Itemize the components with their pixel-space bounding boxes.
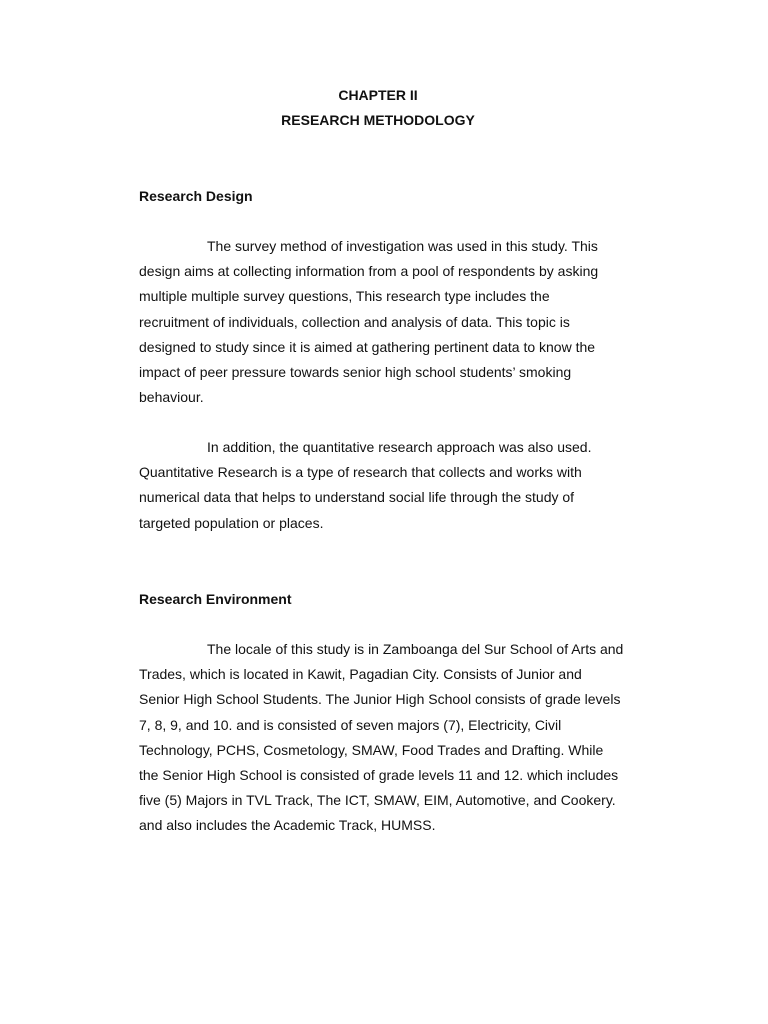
paragraph-line: impact of peer pressure towards senior high school students’ smoking (139, 364, 572, 381)
paragraph-line: Quantitative Research is a type of research that collects and works with (139, 464, 582, 481)
paragraph-research-environment-locale (139, 637, 679, 839)
paragraph-line: and also includes the Academic Track, HUMSS. (139, 817, 436, 834)
paragraph-line: designed to study since it is aimed at gathering pertinent data to know the (139, 338, 596, 355)
paragraph-line: In addition, the quantitative research approach was also used. (207, 439, 592, 455)
paragraph-line: recruitment of individuals, collection and analysis of data. This topic is (139, 313, 570, 330)
paragraph-research-design-quantitative (139, 435, 679, 536)
chapter-title: RESEARCH METHODOLOGY (281, 112, 475, 128)
paragraph-line: The locale of this study is in Zamboanga del Sur School of Arts and (207, 641, 624, 657)
paragraph-line: multiple multiple survey questions, This research type includes the (139, 288, 550, 305)
paragraph-research-design-survey (139, 234, 679, 410)
paragraph-line: 7, 8, 9, and 10. and is consisted of seven majors (7), Electricity, Civil (139, 716, 562, 733)
section-heading-research-design: Research Design (139, 188, 253, 204)
paragraph-line: design aims at collecting information from a pool of respondents by asking (139, 263, 599, 280)
paragraph-line: targeted population or places. (139, 514, 324, 531)
paragraph-line: The survey method of investigation was used in this study. This (207, 238, 598, 254)
chapter-number: CHAPTER II (338, 87, 418, 103)
paragraph-line: behaviour. (139, 389, 204, 406)
paragraph-line: Senior High School Students. The Junior High School consists of grade levels (139, 691, 621, 708)
paragraph-line: Trades, which is located in Kawit, Pagadian City. Consists of Junior and (139, 666, 582, 683)
paragraph-line: Technology, PCHS, Cosmetology, SMAW, Food Trades and Drafting. While (139, 741, 604, 758)
paragraph-line: five (5) Majors in TVL Track, The ICT, SMAW, EIM, Automotive, and Cookery. (139, 792, 616, 809)
section-heading-research-environment: Research Environment (139, 591, 292, 607)
paragraph-line: numerical data that helps to understand social life through the study of (139, 489, 575, 506)
paragraph-line: the Senior High School is consisted of grade levels 11 and 12. which includes (139, 767, 619, 784)
